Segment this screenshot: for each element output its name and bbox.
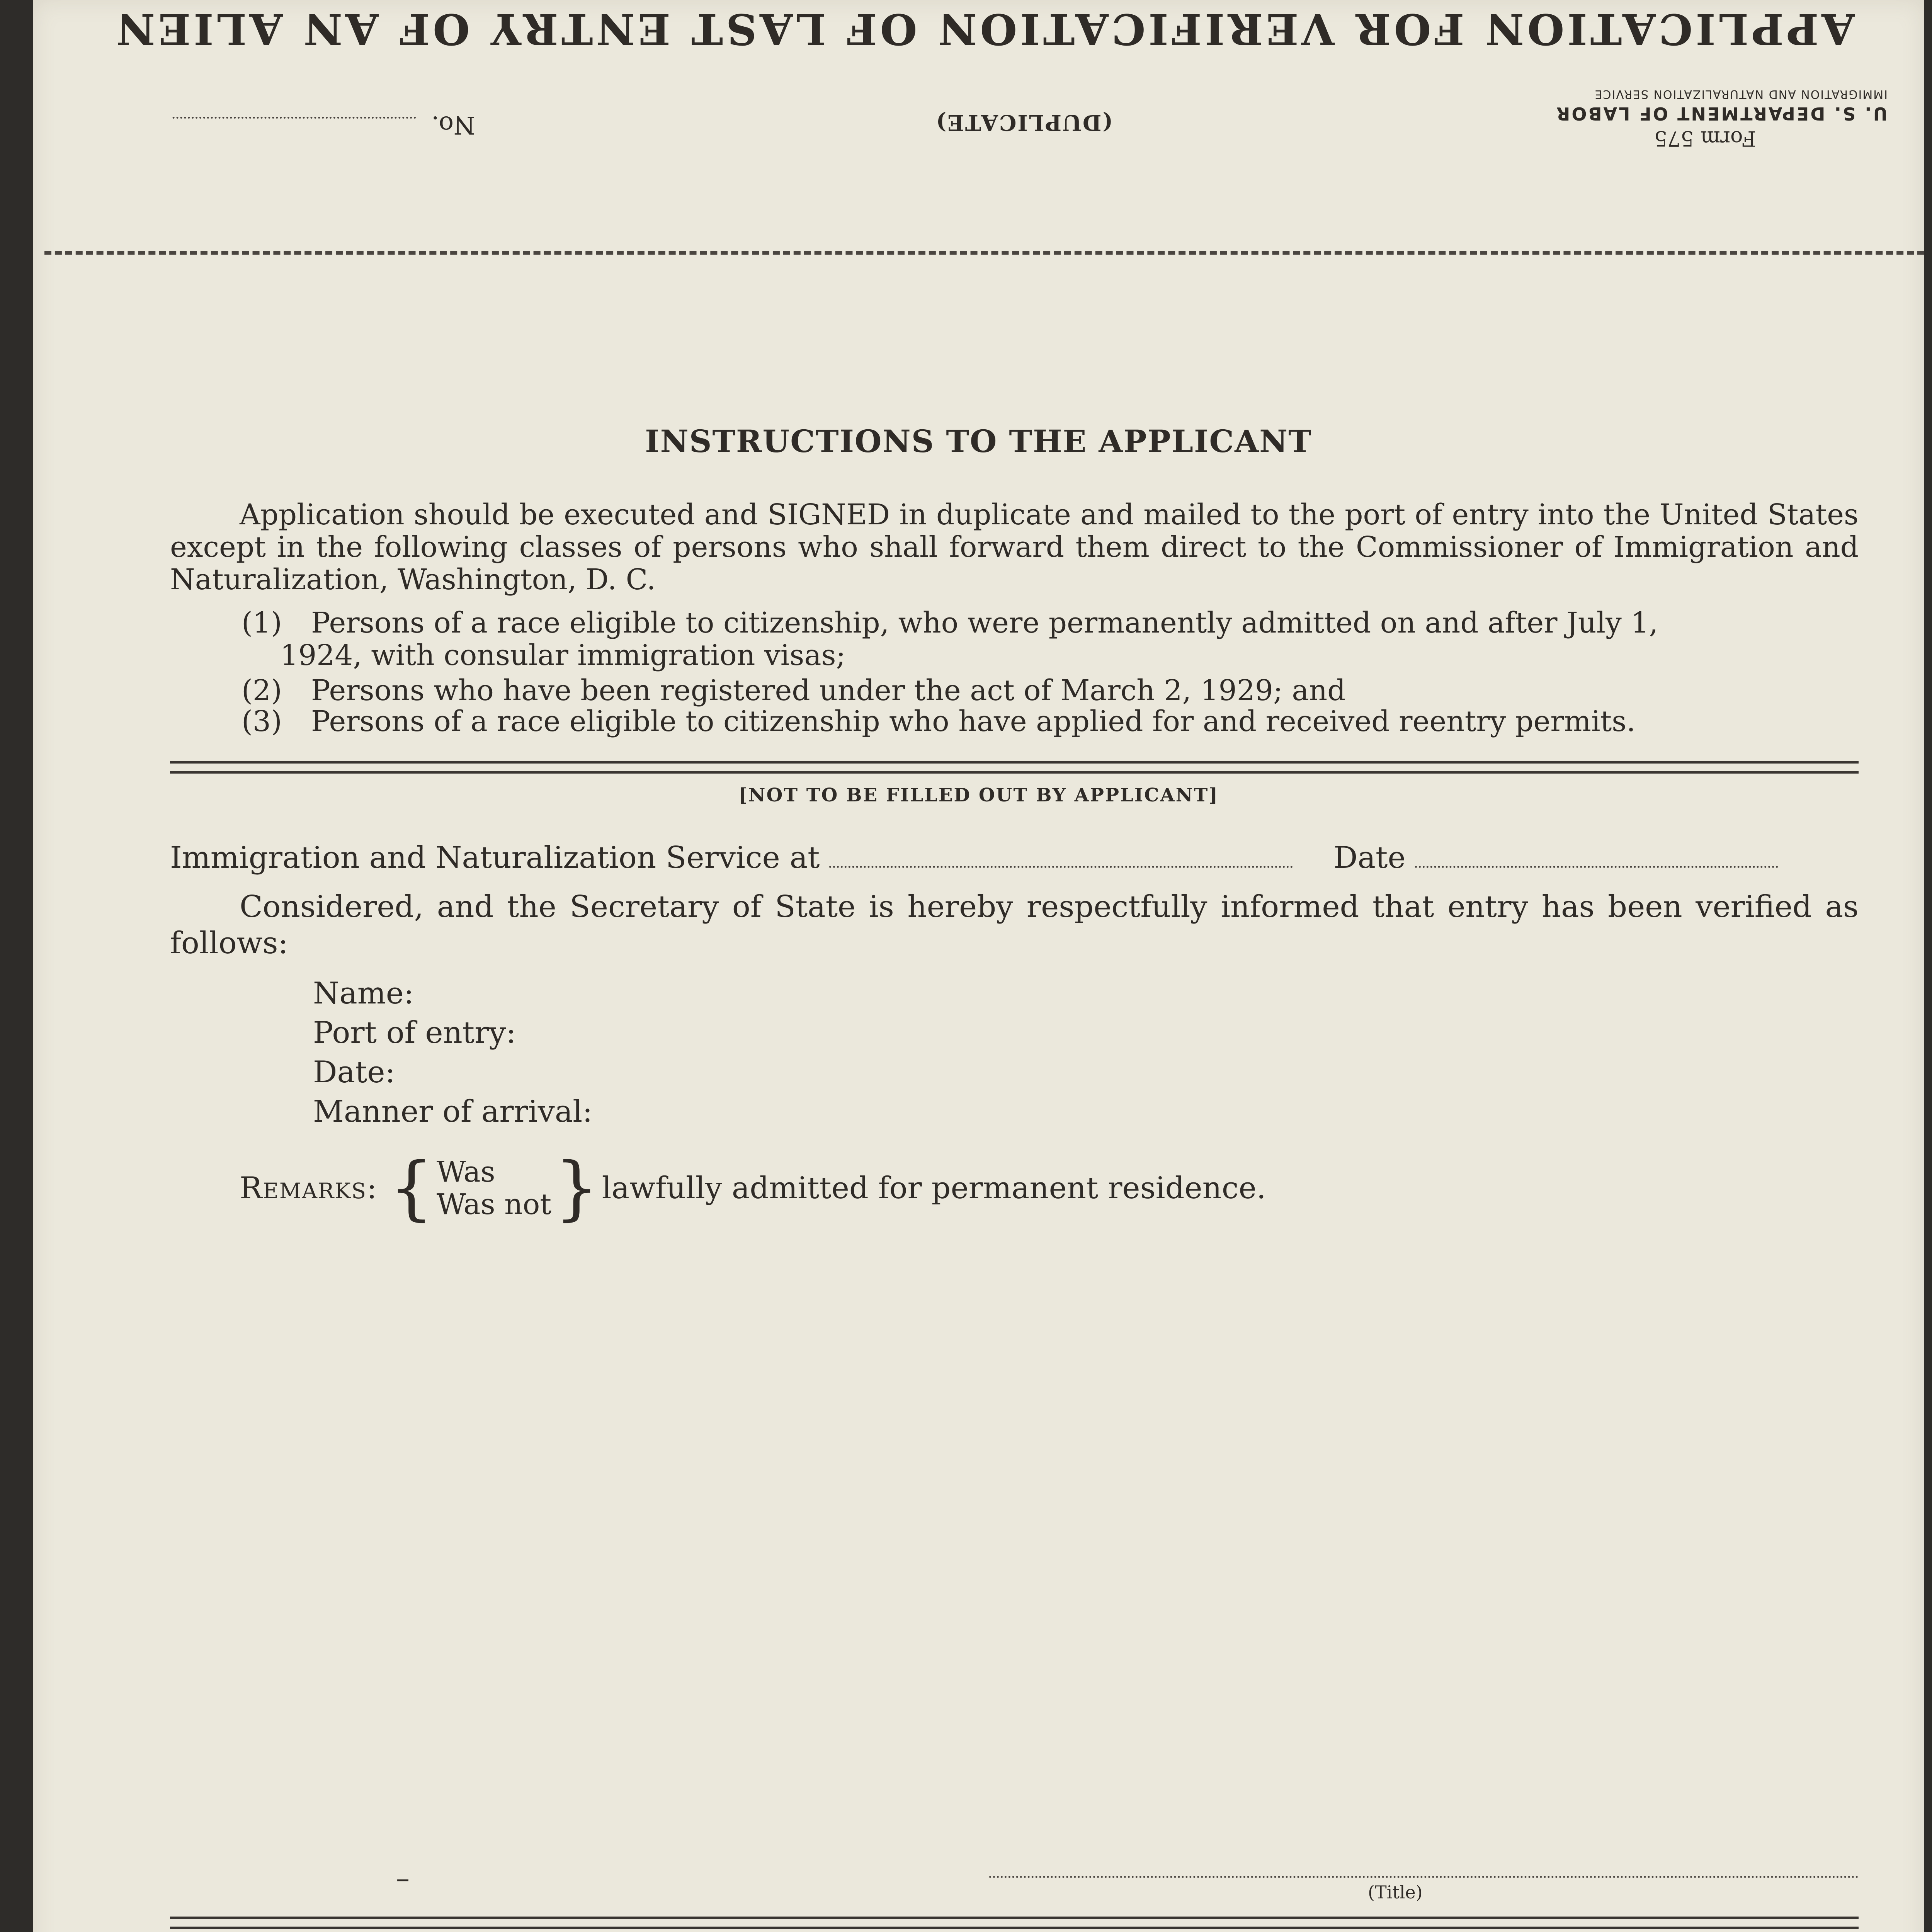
field-manner-of-arrival: Manner of arrival: (313, 1094, 593, 1129)
service-location-field[interactable] (829, 866, 1293, 868)
field-date: Date: (313, 1055, 395, 1090)
date-label: Date (1333, 840, 1406, 875)
duplicate-label: (DUPLICATE) (935, 110, 1113, 135)
option-was-not[interactable]: Was not (436, 1188, 552, 1221)
department-name: U. S. DEPARTMENT OF LABOR (1554, 103, 1888, 124)
remarks-label: Remarks: (240, 1171, 378, 1206)
right-brace: } (554, 1148, 599, 1228)
upside-down-header (33, 0, 1924, 216)
section-divider (170, 761, 1859, 774)
instruction-item-2: (2) Persons who have been registered under the act of March 2, 1929; and (242, 674, 1346, 707)
perforation-line (44, 251, 1924, 255)
service-name: IMMIGRATION AND NATURALIZATION SERVICE (1594, 87, 1888, 101)
instruction-item-3: (3) Persons of a race eligible to citizenship who have applied for and received reentry permits. (242, 705, 1636, 738)
service-date-line (170, 840, 1859, 875)
form-sheet (33, 0, 1924, 1932)
considered-text: Considered, and the Secretary of State is hereby respectfully informed that entry has been verified as follows: (170, 889, 1859, 961)
date-field[interactable] (1415, 866, 1778, 868)
not-filled-notice: [NOT TO BE FILLED OUT BY APPLICANT] (738, 784, 1219, 806)
number-field (172, 111, 475, 139)
title-signature-line[interactable] (989, 1876, 1859, 1878)
form-number: Form 575 (1654, 126, 1756, 151)
instructions-title: INSTRUCTIONS TO THE APPLICANT (645, 423, 1312, 459)
title-label: (Title) (1368, 1882, 1423, 1903)
form-title: APPLICATION FOR VERIFICATION OF LAST ENTRY OF AN ALIEN (113, 4, 1855, 54)
left-brace: { (389, 1148, 434, 1228)
instructions-paragraph: Application should be executed and SIGNED in duplicate and mailed to the port of entry into the United States except in the following classes of persons who shall forward them direct to the Commissioner of Immigration and Naturalization, Washington, D. C. (170, 498, 1859, 596)
remarks-line (240, 1148, 1266, 1228)
department-block (1463, 87, 1888, 151)
field-port-of-entry: Port of entry: (313, 1015, 516, 1050)
field-name: Name: (313, 976, 414, 1011)
instruction-item-1: (1) Persons of a race eligible to citizenship, who were permanently admitted on and after July 1, 1924, with consular immigration visas; (242, 606, 1658, 672)
remarks-text: lawfully admitted for permanent residence. (602, 1171, 1266, 1206)
verification-fields (313, 974, 593, 1131)
option-was[interactable]: Was (436, 1155, 495, 1189)
number-blank[interactable] (172, 117, 416, 119)
service-label: Immigration and Naturalization Service at (170, 840, 820, 875)
dash-mark: – (396, 1862, 410, 1894)
remarks-options (437, 1156, 551, 1221)
number-label: No. (431, 111, 475, 139)
bottom-divider (170, 1917, 1859, 1929)
